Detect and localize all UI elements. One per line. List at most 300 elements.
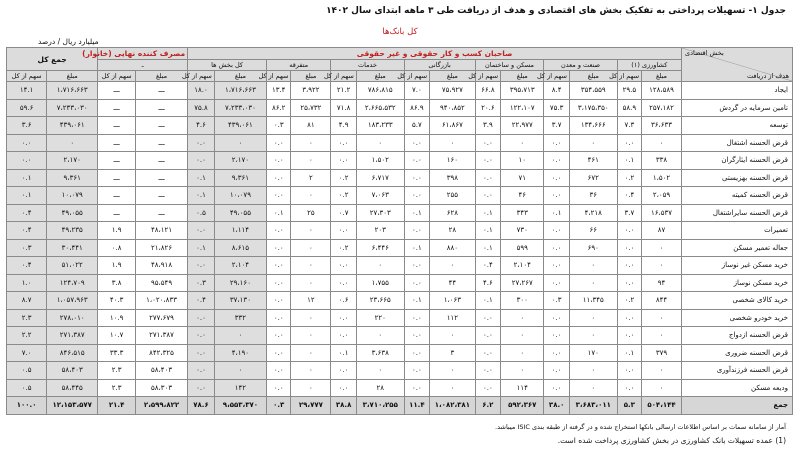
- share-cell: ۲.۳: [98, 379, 136, 397]
- share-cell: ۰.۰: [544, 169, 570, 187]
- amount-cell: ۰: [291, 239, 331, 257]
- amount-cell: ۶۶: [569, 222, 617, 240]
- amount-cell: ۲۰۳: [356, 222, 404, 240]
- share-cell: ۰.۱: [7, 187, 47, 205]
- share-cell: ۳۸.۸: [331, 397, 357, 415]
- amount-cell: ۱۰: [501, 152, 544, 170]
- amount-cell: ۲۷،۲۶۷: [501, 274, 544, 292]
- amount-cell: ۲۷۱،۳۸۷: [135, 327, 187, 345]
- amount-cell: ۳۳۸: [642, 152, 682, 170]
- amount-cell: ۳۷،۱۳۰: [214, 292, 266, 310]
- amount-cell: ۵۸،۴۴۵: [47, 379, 98, 397]
- amount-header: مبلغ: [501, 71, 544, 82]
- table-row: [7, 204, 793, 222]
- amount-cell: ۰: [291, 222, 331, 240]
- share-cell: ۰.۰: [617, 257, 641, 275]
- share-header: سهم از کل: [188, 71, 215, 82]
- amount-cell: ۱۳۴،۶۶۶: [569, 117, 617, 135]
- amount-cell: ۰: [214, 134, 266, 152]
- share-cell: ۰.۰: [331, 362, 357, 380]
- amount-cell: ۱۶،۵۳۷: [642, 204, 682, 222]
- share-cell: ۰.۱: [404, 292, 430, 310]
- share-cell: ۰.۱: [7, 169, 47, 187]
- share-cell: ـــ: [98, 152, 136, 170]
- sector-header: کل بخش ها: [188, 60, 267, 71]
- share-cell: ۰.۱: [617, 152, 641, 170]
- amount-cell: ۶۲۸: [430, 204, 476, 222]
- share-cell: ۰.۰: [267, 222, 291, 240]
- amount-cell: ۰: [642, 134, 682, 152]
- sector-header: متفرقه: [267, 60, 331, 71]
- share-cell: ۲.۳: [98, 362, 136, 380]
- amount-cell: ۲۷،۳۰۳: [356, 204, 404, 222]
- amount-cell: ۷۸۶،۸۱۵: [356, 82, 404, 100]
- share-cell: ۰.۰: [7, 152, 47, 170]
- amount-cell: ـــ: [135, 187, 187, 205]
- share-cell: ۲.۲: [7, 327, 47, 345]
- share-cell: ۰.۱: [475, 292, 501, 310]
- share-cell: ۳.۸: [98, 274, 136, 292]
- table-row: [7, 187, 793, 205]
- share-cell: ۰.۰: [267, 152, 291, 170]
- row-label: قرض الحسنه کمیته: [682, 187, 793, 205]
- amount-cell: ۰: [430, 257, 476, 275]
- share-cell: ۰.۰: [188, 222, 215, 240]
- amount-cell: ۰: [214, 327, 266, 345]
- share-cell: ۱۰.۷: [98, 327, 136, 345]
- share-cell: ۰.۰: [267, 257, 291, 275]
- share-cell: ۰.۱: [267, 204, 291, 222]
- share-cell: ۰.۲: [331, 169, 357, 187]
- footnote-source: آمار از سامانه سمات بر اساس اطلاعات ارسالی بانکها استخراج شده و در گرفته از طبقه بندی ISIC میباشد.: [495, 423, 786, 431]
- share-cell: ۰.۰: [544, 362, 570, 380]
- amount-header: مبلغ: [214, 71, 266, 82]
- share-cell: ۰.۰: [188, 309, 215, 327]
- share-cell: ۰.۰: [404, 309, 430, 327]
- share-cell: ۴۰.۳: [98, 292, 136, 310]
- share-cell: ۰.۰: [188, 327, 215, 345]
- share-cell: ـــ: [98, 117, 136, 135]
- amount-cell: ۶،۴۴۶: [356, 239, 404, 257]
- amount-cell: ۲۹،۱۶۰: [214, 274, 266, 292]
- amount-cell: ـــ: [135, 99, 187, 117]
- share-cell: ۰.۰: [617, 239, 641, 257]
- share-cell: ۰.۰: [404, 362, 430, 380]
- row-label: خرید مسکن غیر نوساز: [682, 257, 793, 275]
- amount-cell: ۲۷۷،۶۷۹: [135, 309, 187, 327]
- amount-cell: ۱۱۴: [501, 379, 544, 397]
- share-cell: ۰.۰: [404, 152, 430, 170]
- amount-cell: ۳۰۰: [501, 292, 544, 310]
- amount-cell: ۱،۱۱۴: [214, 222, 266, 240]
- amount-cell: ۸۸۰: [430, 239, 476, 257]
- amount-cell: ۰: [214, 362, 266, 380]
- household-sub-header: ـ: [98, 60, 188, 71]
- amount-cell: ۱۱،۳۴۵: [569, 292, 617, 310]
- share-cell: ۰.۰: [617, 134, 641, 152]
- amount-cell: ۳۶،۶۳۳: [642, 117, 682, 135]
- amount-cell: ۱۲،۱۵۳،۵۷۷: [47, 397, 98, 415]
- share-cell: ۰.۰: [404, 274, 430, 292]
- share-cell: ۳.۷: [544, 117, 570, 135]
- amount-cell: ۱،۷۱۶،۶۶۳: [47, 82, 98, 100]
- amount-cell: ۰: [291, 344, 331, 362]
- share-cell: ۰.۰: [404, 169, 430, 187]
- amount-cell: ۴۳۹،۰۶۱: [214, 117, 266, 135]
- share-cell: ۰.۰: [544, 187, 570, 205]
- amount-cell: ۱۶۰: [430, 152, 476, 170]
- share-cell: ۰.۲: [331, 187, 357, 205]
- amount-cell: ۶۹۰: [569, 239, 617, 257]
- amount-cell: ۱۲۴،۷۰۹: [47, 274, 98, 292]
- share-cell: ۰.۱: [188, 187, 215, 205]
- share-cell: ۰.۰: [475, 152, 501, 170]
- amount-cell: ۱۱۲: [430, 309, 476, 327]
- amount-cell: ۷۵،۹۲۷: [430, 82, 476, 100]
- share-cell: ۱۰۰.۰: [7, 397, 47, 415]
- share-cell: ۰.۰: [188, 152, 215, 170]
- share-cell: ۰.۰: [617, 379, 641, 397]
- amount-cell: ۱،۰۲۰،۸۳۳: [135, 292, 187, 310]
- amount-header: مبلغ: [430, 71, 476, 82]
- row-label: ایجاد: [682, 82, 793, 100]
- share-cell: ۲۹.۵: [617, 82, 641, 100]
- table-row: [7, 344, 793, 362]
- amount-cell: ۲،۶۶۵،۵۳۲: [356, 99, 404, 117]
- share-cell: ۰.۰: [188, 362, 215, 380]
- share-cell: ۰.۰: [475, 169, 501, 187]
- table-row: [7, 362, 793, 380]
- amount-cell: ۰: [430, 327, 476, 345]
- share-cell: ۰.۱: [544, 204, 570, 222]
- share-cell: ۰.۰: [475, 134, 501, 152]
- amount-cell: ۶۷۲: [569, 169, 617, 187]
- share-cell: ۰.۰: [331, 134, 357, 152]
- share-cell: ۸.۷: [7, 292, 47, 310]
- share-cell: ۰.۳: [267, 397, 291, 415]
- amount-cell: ۴۸،۹۱۸: [135, 257, 187, 275]
- amount-cell: ۱۰،۰۷۹: [47, 187, 98, 205]
- share-header: سهم از کل: [331, 71, 357, 82]
- amount-cell: ۶،۷۱۷: [356, 169, 404, 187]
- row-label: قرض الحسنه ازدواج: [682, 327, 793, 345]
- amount-cell: ۱۲: [291, 292, 331, 310]
- share-cell: ۷۸.۶: [188, 397, 215, 415]
- amount-cell: ۲،۱۰۴: [501, 257, 544, 275]
- amount-cell: ۴۹،۰۵۵: [214, 204, 266, 222]
- table-row: [7, 309, 793, 327]
- share-cell: ۰.۰: [475, 187, 501, 205]
- amount-cell: ۰: [642, 327, 682, 345]
- share-cell: ۰.۴: [475, 257, 501, 275]
- amount-cell: ۰: [356, 362, 404, 380]
- amount-cell: ۱،۵۰۲: [356, 152, 404, 170]
- amount-cell: ۳۳۲: [214, 309, 266, 327]
- share-cell: ۰.۰: [188, 379, 215, 397]
- share-cell: ۰.۰: [331, 309, 357, 327]
- amount-cell: ۰: [569, 379, 617, 397]
- amount-cell: ـــ: [135, 117, 187, 135]
- amount-cell: ۰: [501, 309, 544, 327]
- amount-cell: ۰: [291, 379, 331, 397]
- amount-cell: ۴۶۱: [569, 152, 617, 170]
- table-row: [7, 117, 793, 135]
- share-cell: ۱.۹: [98, 257, 136, 275]
- amount-cell: ـــ: [135, 134, 187, 152]
- amount-cell: ۰: [291, 134, 331, 152]
- share-cell: ۰.۰: [404, 187, 430, 205]
- share-cell: ۰.۰: [544, 257, 570, 275]
- amount-cell: ۳۵۴،۵۵۹: [569, 82, 617, 100]
- amount-cell: ۰: [291, 362, 331, 380]
- amount-cell: ۲،۱۷۰: [214, 152, 266, 170]
- amount-cell: ۴۹،۰۵۵: [47, 204, 98, 222]
- amount-cell: ۰: [569, 327, 617, 345]
- amount-header: مبلغ: [642, 71, 682, 82]
- share-cell: ۴.۶: [475, 274, 501, 292]
- amount-cell: ۱۴۲: [214, 379, 266, 397]
- share-cell: ۰.۱: [188, 239, 215, 257]
- share-cell: ۰.۱: [404, 239, 430, 257]
- amount-header: مبلغ: [569, 71, 617, 82]
- table-row: [7, 222, 793, 240]
- share-cell: ۰.۰: [475, 362, 501, 380]
- sector-header: خدمات: [331, 60, 404, 71]
- amount-cell: ۱،۷۵۵: [356, 274, 404, 292]
- amount-cell: ۰: [642, 309, 682, 327]
- amount-cell: ۰: [642, 239, 682, 257]
- amount-cell: ۶۱،۸۶۷: [430, 117, 476, 135]
- amount-cell: ۱،۰۵۷،۹۶۳: [47, 292, 98, 310]
- unit-label: میلیارد ریال / درصد: [38, 37, 99, 46]
- amount-cell: ۹،۳۶۱: [214, 169, 266, 187]
- share-cell: ۰.۰: [331, 379, 357, 397]
- amount-cell: ۰: [356, 134, 404, 152]
- amount-cell: ۴،۲۱۸: [569, 204, 617, 222]
- share-cell: ۰.۵: [7, 379, 47, 397]
- amount-cell: ۵۹۲،۳۶۷: [501, 397, 544, 415]
- amount-cell: ۹۵،۵۴۹: [135, 274, 187, 292]
- share-cell: ـــ: [98, 134, 136, 152]
- row-label: خرید کالای شخصی: [682, 292, 793, 310]
- row-label: ودیعه مسکن: [682, 379, 793, 397]
- share-cell: ۰.۰: [475, 379, 501, 397]
- amount-cell: ۰: [501, 362, 544, 380]
- share-cell: ۰.۱: [188, 169, 215, 187]
- share-cell: ۰.۰: [404, 222, 430, 240]
- amount-cell: ـــ: [135, 204, 187, 222]
- amount-cell: ۸۷: [642, 222, 682, 240]
- share-cell: ۰.۰: [331, 257, 357, 275]
- amount-cell: ۴،۱۹۰: [214, 344, 266, 362]
- share-cell: ۳۸.۰: [544, 397, 570, 415]
- sector-header: بازرگانی: [404, 60, 475, 71]
- amount-cell: ۰: [642, 379, 682, 397]
- share-cell: ۰.۰: [267, 344, 291, 362]
- footnote-agriculture: (1) عمده تسهیلات بانک کشاورزی در بخش کشاورزی پرداخت شده است.: [557, 436, 786, 445]
- share-header: سهم از کل: [475, 71, 501, 82]
- row-label: جعاله تعمیر مسکن: [682, 239, 793, 257]
- share-cell: ۰.۱: [475, 204, 501, 222]
- share-cell: ۰.۰: [331, 152, 357, 170]
- amount-cell: ۲۵۷،۱۸۲: [642, 99, 682, 117]
- share-cell: ۰.۳: [188, 274, 215, 292]
- amount-cell: ۰: [430, 362, 476, 380]
- amount-cell: ۱۲۸،۵۸۹: [642, 82, 682, 100]
- share-cell: ۷.۰: [404, 82, 430, 100]
- amount-cell: ۰: [291, 152, 331, 170]
- share-cell: ۰.۰: [404, 379, 430, 397]
- table-subtitle: کل بانک‌ها: [382, 27, 418, 37]
- share-cell: ۰.۰: [267, 187, 291, 205]
- amount-cell: ۴۹،۲۳۵: [47, 222, 98, 240]
- amount-cell: ۷،۲۳۳،۰۳۰: [214, 99, 266, 117]
- amount-cell: ۲،۰۵۹: [642, 187, 682, 205]
- share-cell: ۰.۰: [404, 134, 430, 152]
- amount-cell: ۲۵،۷۳۲: [291, 99, 331, 117]
- share-header: سهم از کل: [7, 71, 47, 82]
- share-cell: ۰.۵: [188, 204, 215, 222]
- amount-cell: ۰: [501, 134, 544, 152]
- share-cell: ۸.۴: [544, 82, 570, 100]
- row-label: تعمیرات: [682, 222, 793, 240]
- table-title: جدول ۱- تسهیلات پرداختی به تفکیک بخش های اقتصادی و هدف از دریافت طی ۳ ماهه ابتدای سال ۱۴۰۲: [326, 6, 786, 16]
- share-cell: ۰.۰: [544, 152, 570, 170]
- amount-cell: ۳۰،۴۴۱: [47, 239, 98, 257]
- share-cell: ۰.۰: [267, 274, 291, 292]
- share-cell: ۱۴.۱: [7, 82, 47, 100]
- table-row: [7, 152, 793, 170]
- amount-cell: ۳،۶۸۳،۰۱۱: [569, 397, 617, 415]
- share-cell: ۲۰.۶: [475, 99, 501, 117]
- amount-cell: ۲۲۰: [356, 309, 404, 327]
- amount-cell: ۵۸،۴۰۳: [135, 362, 187, 380]
- share-cell: ۰.۰: [617, 327, 641, 345]
- share-cell: ۰.۴: [617, 187, 641, 205]
- share-cell: ۰.۰: [331, 327, 357, 345]
- amount-header: مبلغ: [135, 71, 187, 82]
- share-cell: ۰.۰: [267, 362, 291, 380]
- share-cell: ۸۶.۲: [267, 99, 291, 117]
- amount-cell: ـــ: [135, 152, 187, 170]
- amount-cell: ۵۹۹: [501, 239, 544, 257]
- share-cell: ۰.۰: [267, 309, 291, 327]
- amount-header: مبلغ: [356, 71, 404, 82]
- share-cell: ۶.۲: [475, 397, 501, 415]
- amount-cell: ۸۴۴: [642, 292, 682, 310]
- amount-cell: ۹۴۰،۸۵۲: [430, 99, 476, 117]
- share-cell: ۷۵.۳: [544, 99, 570, 117]
- amount-cell: ۰: [569, 274, 617, 292]
- share-cell: ۰.۲: [617, 169, 641, 187]
- amount-cell: ۰: [642, 362, 682, 380]
- row-label: خرید مسکن نوساز: [682, 274, 793, 292]
- amount-cell: ۵۸،۴۰۳: [47, 362, 98, 380]
- amount-cell: ۴۳۹،۰۶۱: [47, 117, 98, 135]
- share-cell: ۰.۴: [188, 292, 215, 310]
- share-cell: ۸۶.۹: [404, 99, 430, 117]
- amount-cell: ۳۹۵،۷۱۳: [501, 82, 544, 100]
- share-cell: ۰.۰: [475, 344, 501, 362]
- amount-cell: ۱،۰۸۲،۳۸۱: [430, 397, 476, 415]
- share-cell: ـــ: [98, 99, 136, 117]
- loans-table: [6, 47, 793, 415]
- amount-cell: ۳: [430, 344, 476, 362]
- amount-cell: ۳۴۳: [501, 204, 544, 222]
- amount-cell: ۷۱: [501, 169, 544, 187]
- table-row: [7, 327, 793, 345]
- amount-cell: ۳۷۹: [642, 344, 682, 362]
- share-cell: ۰.۱: [475, 239, 501, 257]
- share-header: سهم از کل: [98, 71, 136, 82]
- share-cell: ۰.۰: [267, 379, 291, 397]
- row-label: خرید خودرو شخصی: [682, 309, 793, 327]
- amount-cell: ۳،۱۷۵،۳۵۰: [569, 99, 617, 117]
- share-cell: ۰.۲: [617, 292, 641, 310]
- share-cell: ۰.۰: [544, 239, 570, 257]
- amount-cell: ۷۳۰: [501, 222, 544, 240]
- amount-cell: ۲،۱۰۴: [214, 257, 266, 275]
- row-label: توسعه: [682, 117, 793, 135]
- share-cell: ۳.۹: [475, 117, 501, 135]
- table-row: [7, 169, 793, 187]
- amount-cell: ۷،۰۶۳: [356, 187, 404, 205]
- total-row: [7, 397, 793, 415]
- share-cell: ۰.۰: [331, 274, 357, 292]
- share-cell: ـــ: [98, 169, 136, 187]
- share-cell: ۰.۰: [617, 309, 641, 327]
- share-cell: ـــ: [98, 187, 136, 205]
- amount-cell: ۱،۵۰۲: [642, 169, 682, 187]
- share-cell: ۰.۵: [7, 362, 47, 380]
- amount-cell: ۲۸: [430, 222, 476, 240]
- share-header: سهم از کل: [617, 71, 641, 82]
- share-header: سهم از کل: [404, 71, 430, 82]
- share-cell: ۰.۰: [188, 134, 215, 152]
- share-cell: ۰.۰: [7, 134, 47, 152]
- amount-cell: ۵۸،۳۰۳: [135, 379, 187, 397]
- amount-cell: ۰: [569, 309, 617, 327]
- row-label: قرض الحسنه فرزندآوری: [682, 362, 793, 380]
- amount-cell: ۰: [291, 327, 331, 345]
- amount-cell: ۲۷۸،۰۱۰: [47, 309, 98, 327]
- share-cell: ۶۶.۸: [475, 82, 501, 100]
- amount-cell: ۴۸،۱۲۱: [135, 222, 187, 240]
- share-cell: ۵.۷: [404, 117, 430, 135]
- group-household-header: مصرف کننده نهایی (خانوار): [98, 48, 188, 60]
- table-row: [7, 82, 793, 100]
- amount-cell: ۹۴: [642, 274, 682, 292]
- row-label: قرض الحسنه بهزیستی: [682, 169, 793, 187]
- amount-cell: ۸،۶۱۵: [214, 239, 266, 257]
- amount-cell: ۲۹،۷۷۷: [291, 397, 331, 415]
- share-cell: ۰.۰: [404, 327, 430, 345]
- row-label: تامین سرمایه در گردش: [682, 99, 793, 117]
- share-cell: ۰.۰: [617, 222, 641, 240]
- share-cell: ۱.۰: [7, 274, 47, 292]
- amount-cell: ۲: [291, 169, 331, 187]
- amount-cell: ۰: [356, 257, 404, 275]
- share-cell: ۰.۰: [544, 309, 570, 327]
- table-row: [7, 292, 793, 310]
- amount-cell: ۲۳،۶۶۵: [356, 292, 404, 310]
- share-cell: ۵۸.۹: [617, 99, 641, 117]
- amount-cell: ۰: [291, 274, 331, 292]
- amount-cell: ۰: [642, 257, 682, 275]
- amount-cell: ۲۵۵: [430, 187, 476, 205]
- share-header: سهم از کل: [267, 71, 291, 82]
- share-cell: ۴.۶: [188, 117, 215, 135]
